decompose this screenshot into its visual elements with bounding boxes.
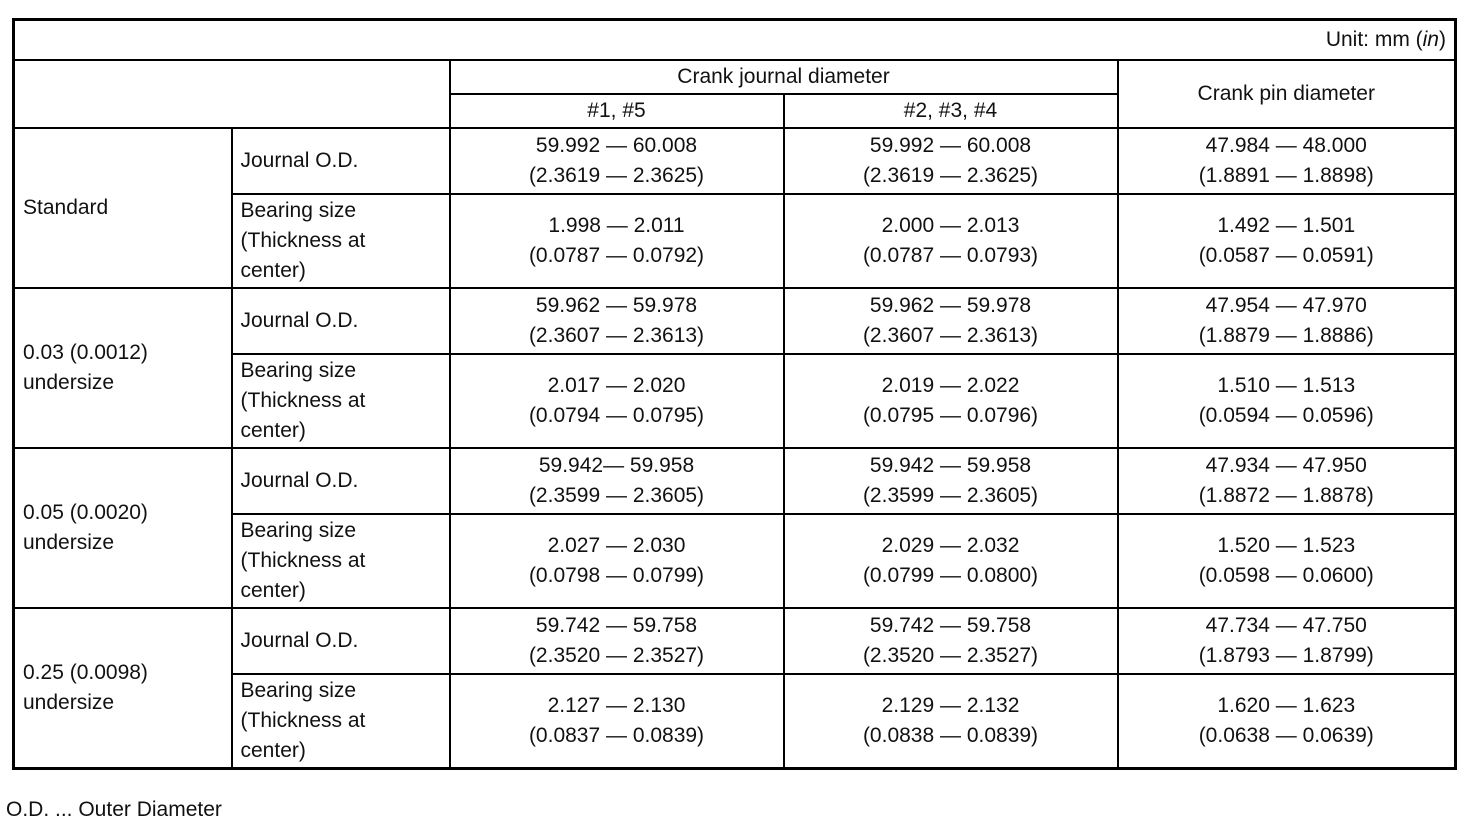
value-line: 2.129 — 2.132: [881, 694, 1020, 717]
value-line: (0.0594 — 0.0596): [1198, 404, 1374, 427]
value-line: 47.934 — 47.950: [1205, 454, 1367, 477]
bearing-size-value: [450, 674, 784, 769]
value-line: 59.742 — 59.758: [869, 614, 1032, 637]
col-header-1-5: #1, #5: [450, 94, 784, 128]
group-label-line: undersize: [23, 371, 115, 394]
value-line: (1.8891 — 1.8898): [1198, 164, 1374, 187]
value-line: 47.954 — 47.970: [1205, 294, 1367, 317]
value-line: (0.0837 — 0.0839): [528, 724, 705, 747]
group-label-line: 0.03 (0.0012): [23, 341, 148, 364]
footnote: O.D. ... Outer Diameter: [6, 798, 222, 821]
value-line: 59.992 — 60.008: [869, 134, 1032, 157]
bearing-size-value: [450, 354, 784, 448]
value-line: 1.998 — 2.011: [548, 214, 685, 237]
value-line: (2.3599 — 2.3605): [528, 484, 705, 507]
bearing-size-value: [1118, 194, 1456, 288]
journal-od-label: Journal O.D.: [232, 448, 450, 514]
journal-od-label: Journal O.D.: [232, 608, 450, 674]
value-line: (0.0598 — 0.0600): [1198, 564, 1374, 587]
value-line: (2.3607 — 2.3613): [528, 324, 705, 347]
value-line: 1.510 — 1.513: [1217, 374, 1356, 397]
journal-od-value: [1118, 288, 1456, 354]
table-row: [14, 128, 1456, 194]
value-line: (1.8872 — 1.8878): [1198, 484, 1374, 507]
journal-od-value: [450, 288, 784, 354]
crank-spec-table: [12, 18, 1457, 770]
col-header-2-3-4: #2, #3, #4: [784, 94, 1118, 128]
bearing-size-value: [1118, 354, 1456, 448]
bearing-size-value: [1118, 674, 1456, 769]
bearing-label-line: Bearing size: [240, 359, 357, 382]
group-label: [14, 288, 232, 448]
unit-note: Unit: mm (in): [14, 20, 1456, 61]
bearing-size-label: [232, 514, 450, 608]
bearing-size-value: [784, 514, 1118, 608]
value-line: (0.0787 — 0.0792): [528, 244, 705, 267]
value-line: (2.3520 — 2.3527): [528, 644, 705, 667]
journal-od-value: [784, 288, 1118, 354]
table-row: [14, 608, 1456, 674]
header-blank: [14, 60, 450, 128]
group-label: [14, 608, 232, 769]
bearing-size-value: [784, 354, 1118, 448]
value-line: (0.0798 — 0.0799): [528, 564, 705, 587]
crank-pin-header: Crank pin diameter: [1118, 60, 1456, 128]
bearing-size-value: [1118, 514, 1456, 608]
bearing-label-line: center): [240, 259, 306, 282]
group-label-line: 0.25 (0.0098): [23, 661, 148, 684]
value-line: 59.942 — 59.958: [869, 454, 1032, 477]
group-label-line: 0.05 (0.0020): [23, 501, 148, 524]
journal-od-value: [784, 608, 1118, 674]
bearing-label-line: (Thickness at: [240, 229, 366, 252]
bearing-size-value: [450, 194, 784, 288]
value-line: (0.0787 — 0.0793): [862, 244, 1039, 267]
value-line: 47.984 — 48.000: [1205, 134, 1367, 157]
table-row: [14, 448, 1456, 514]
value-line: 2.000 — 2.013: [881, 214, 1020, 237]
group-label-line: undersize: [23, 691, 115, 714]
value-line: 2.017 — 2.020: [547, 374, 686, 397]
table-row: [14, 288, 1456, 354]
bearing-label-line: Bearing size: [240, 199, 357, 222]
value-line: 59.962 — 59.978: [869, 294, 1032, 317]
value-line: 47.734 — 47.750: [1205, 614, 1367, 637]
value-line: 2.019 — 2.022: [881, 374, 1020, 397]
bearing-size-label: [232, 674, 450, 769]
bearing-size-value: [784, 674, 1118, 769]
journal-od-value: [450, 448, 784, 514]
crank-journal-header: Crank journal diameter: [450, 60, 1118, 94]
journal-od-value: [1118, 608, 1456, 674]
value-line: (2.3619 — 2.3625): [862, 164, 1039, 187]
bearing-label-line: (Thickness at: [240, 389, 366, 412]
bearing-label-line: center): [240, 579, 306, 602]
value-line: (0.0587 — 0.0591): [1198, 244, 1374, 267]
value-line: (2.3520 — 2.3527): [862, 644, 1039, 667]
value-line: 59.992 — 60.008: [535, 134, 698, 157]
bearing-label-line: Bearing size: [240, 519, 357, 542]
journal-od-value: [784, 448, 1118, 514]
value-line: (1.8879 — 1.8886): [1198, 324, 1374, 347]
journal-od-value: [450, 608, 784, 674]
bearing-size-label: [232, 194, 450, 288]
group-label: [14, 448, 232, 608]
journal-od-value: [1118, 448, 1456, 514]
journal-od-value: [450, 128, 784, 194]
value-line: (2.3619 — 2.3625): [528, 164, 705, 187]
bearing-label-line: (Thickness at: [240, 549, 366, 572]
group-label-line: Standard: [23, 196, 109, 219]
value-line: 2.027 — 2.030: [547, 534, 686, 557]
value-line: 1.520 — 1.523: [1217, 534, 1356, 557]
value-line: 1.492 — 1.501: [1217, 214, 1356, 237]
value-line: (0.0795 — 0.0796): [862, 404, 1039, 427]
group-label-line: undersize: [23, 531, 115, 554]
bearing-label-line: center): [240, 739, 306, 762]
value-line: 2.029 — 2.032: [881, 534, 1020, 557]
value-line: (2.3599 — 2.3605): [862, 484, 1039, 507]
value-line: (0.0794 — 0.0795): [528, 404, 705, 427]
value-line: (0.0638 — 0.0639): [1198, 724, 1374, 747]
value-line: (0.0838 — 0.0839): [862, 724, 1039, 747]
bearing-label-line: center): [240, 419, 306, 442]
bearing-label-line: (Thickness at: [240, 709, 366, 732]
value-line: 59.962 — 59.978: [535, 294, 698, 317]
group-label: [14, 128, 232, 288]
bearing-size-label: [232, 354, 450, 448]
value-line: (2.3607 — 2.3613): [862, 324, 1039, 347]
bearing-size-value: [784, 194, 1118, 288]
value-line: 1.620 — 1.623: [1217, 694, 1356, 717]
bearing-label-line: Bearing size: [240, 679, 357, 702]
value-line: (1.8793 — 1.8799): [1198, 644, 1374, 667]
value-line: 59.942— 59.958: [538, 454, 695, 477]
journal-od-value: [1118, 128, 1456, 194]
bearing-size-value: [450, 514, 784, 608]
journal-od-label: Journal O.D.: [232, 288, 450, 354]
value-line: (0.0799 — 0.0800): [862, 564, 1039, 587]
journal-od-label: Journal O.D.: [232, 128, 450, 194]
journal-od-value: [784, 128, 1118, 194]
value-line: 2.127 — 2.130: [547, 694, 686, 717]
value-line: 59.742 — 59.758: [535, 614, 698, 637]
